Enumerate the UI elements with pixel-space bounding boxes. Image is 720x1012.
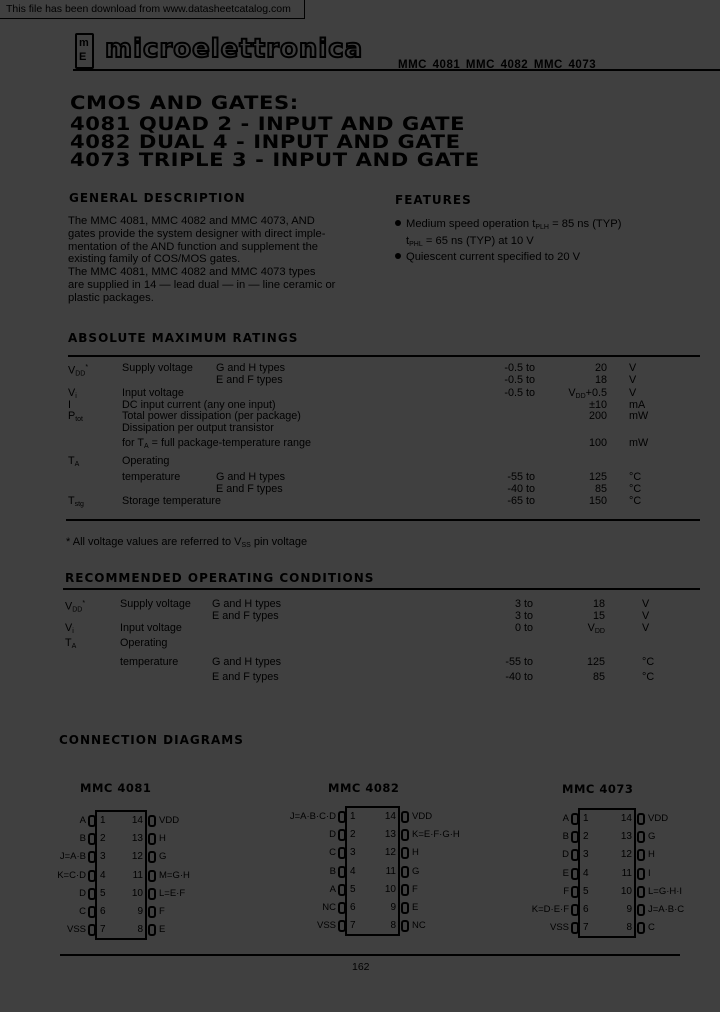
max-text: 150 bbox=[588, 495, 607, 507]
symbol-sup: * bbox=[82, 600, 86, 607]
pin-number: 3 bbox=[350, 847, 356, 859]
pin-label: D bbox=[79, 887, 86, 899]
pin-icon bbox=[401, 811, 409, 823]
parameter bbox=[122, 471, 180, 483]
max-text: 200 bbox=[588, 410, 607, 422]
parameter bbox=[120, 637, 167, 649]
pin-icon bbox=[88, 815, 96, 827]
pin-icon bbox=[338, 829, 346, 841]
bullet-icon bbox=[395, 253, 401, 259]
symbol-text: V bbox=[68, 364, 76, 377]
pin-icon bbox=[148, 815, 156, 827]
unit: V bbox=[629, 387, 637, 399]
pin-icon bbox=[148, 870, 156, 882]
pin-number: 14 bbox=[620, 813, 632, 824]
voltage-footnote: * All voltage values are referred to $V_{SS}$ pin voltage bbox=[66, 536, 308, 549]
min-value: 0 to bbox=[514, 622, 533, 634]
parameter-sub: A bbox=[144, 443, 149, 450]
pin-label: M=G·H bbox=[159, 869, 190, 881]
pin-label: A bbox=[562, 813, 569, 824]
pin-number: 12 bbox=[620, 849, 632, 861]
pin-icon bbox=[571, 831, 579, 843]
title-line-4: 4073 TRIPLE 3 - INPUT AND GATE bbox=[70, 150, 480, 171]
symbol bbox=[68, 495, 84, 511]
max-value bbox=[537, 495, 607, 507]
pin-icon bbox=[338, 866, 346, 878]
max-value bbox=[537, 362, 607, 374]
max-value bbox=[535, 671, 605, 683]
pin-number: 11 bbox=[621, 867, 632, 879]
parameter-text: Storage temperature bbox=[122, 495, 222, 507]
feature-item-cont: $t_{PHL} = 65$ ns (TYP) at 10 V bbox=[406, 234, 534, 248]
desc-line: are supplied in 14 — lead dual — in — line ceramic or bbox=[68, 278, 336, 291]
pin-label: C bbox=[79, 906, 86, 917]
parameter bbox=[122, 387, 184, 399]
footer-rule bbox=[60, 954, 680, 956]
symbol-sub: A bbox=[74, 461, 80, 468]
parameter-text: Supply voltage bbox=[120, 598, 191, 610]
pin-label: VDD bbox=[648, 813, 669, 824]
pin-label: F bbox=[563, 885, 569, 897]
pin-number: 11 bbox=[132, 869, 143, 881]
pin-label: K=C·D bbox=[57, 869, 86, 881]
max-value bbox=[535, 598, 605, 610]
parameter-text: Operating bbox=[120, 637, 168, 649]
max-value bbox=[537, 374, 607, 386]
unit: °C bbox=[629, 471, 642, 483]
symbol-sub: i bbox=[72, 628, 74, 635]
chip-title: MMC 4081 bbox=[80, 781, 152, 795]
min-value: -0.5 to bbox=[504, 374, 535, 386]
unit: V bbox=[629, 374, 637, 386]
min-value: -65 to bbox=[507, 495, 535, 507]
pin-icon bbox=[637, 868, 645, 880]
unit: °C bbox=[642, 671, 655, 683]
unit: V bbox=[642, 622, 650, 634]
desc-line: existing family of COS/MOS gates. bbox=[68, 253, 241, 266]
symbol-sub: i bbox=[75, 393, 77, 400]
absolute-max-heading: ABSOLUTE MAXIMUM RATINGS bbox=[68, 331, 299, 345]
desc-line: The MMC 4081, MMC 4082 and MMC 4073, AND bbox=[68, 215, 315, 227]
condition: E and F types bbox=[216, 483, 283, 495]
symbol-sub: A bbox=[71, 643, 77, 650]
unit: V bbox=[629, 362, 637, 374]
pin-number: 14 bbox=[131, 815, 143, 826]
parameter-text: temperature bbox=[122, 471, 181, 483]
features-heading: FEATURES bbox=[395, 193, 472, 207]
min-value: -0.5 to bbox=[504, 387, 535, 399]
pin-number: 13 bbox=[384, 829, 396, 841]
symbol-text: T bbox=[65, 637, 72, 649]
max-sub: DD bbox=[594, 628, 605, 635]
pin-label: C bbox=[648, 922, 655, 934]
max-value bbox=[537, 471, 607, 483]
symbol-sub: tot bbox=[75, 416, 83, 423]
pin-icon bbox=[637, 849, 645, 861]
pin-icon bbox=[88, 924, 96, 936]
pin-label: A bbox=[329, 883, 336, 895]
pin-number: 6 bbox=[350, 902, 356, 913]
pin-label: A bbox=[79, 815, 86, 826]
part-numbers: MMC 4081 MMC 4082 MMC 4073 bbox=[398, 59, 597, 71]
pin-icon bbox=[571, 868, 579, 880]
max-value bbox=[535, 622, 605, 638]
pin-number: 8 bbox=[390, 920, 396, 932]
max-text: 20 bbox=[594, 362, 607, 374]
symbol bbox=[68, 362, 88, 381]
pin-icon bbox=[571, 904, 579, 916]
pin-number: 13 bbox=[620, 831, 632, 843]
min-value: -0.5 to bbox=[504, 362, 535, 374]
symbol bbox=[68, 410, 83, 426]
desc-line: plastic packages. bbox=[68, 291, 154, 304]
max-value bbox=[537, 437, 607, 449]
pin-icon bbox=[148, 833, 156, 845]
pin-label: VDD bbox=[412, 811, 433, 822]
pin-label: G bbox=[159, 851, 167, 863]
pin-label: E bbox=[562, 867, 569, 879]
chip-title: MMC 4073 bbox=[562, 782, 634, 796]
pin-icon bbox=[88, 851, 96, 863]
max-text: ±10 bbox=[589, 399, 607, 411]
desc-line: gates provide the system designer with direct imple- bbox=[68, 227, 326, 240]
pin-icon bbox=[637, 904, 645, 916]
parameter-text: Input voltage bbox=[120, 622, 182, 634]
pin-icon bbox=[571, 849, 579, 861]
recommended-heading: RECOMMENDED OPERATING CONDITIONS bbox=[65, 571, 375, 585]
max-text: 15 bbox=[592, 610, 605, 622]
pin-icon bbox=[637, 831, 645, 843]
logo-mark-m: m bbox=[79, 37, 89, 49]
pin-number: 2 bbox=[350, 829, 356, 841]
pin-icon bbox=[401, 884, 409, 896]
pin-label: VDD bbox=[159, 815, 180, 826]
pin-icon bbox=[88, 833, 96, 845]
table-rule bbox=[68, 355, 700, 357]
features-list bbox=[395, 218, 695, 264]
symbol-sub: DD bbox=[72, 606, 83, 614]
min-value: -55 to bbox=[507, 471, 535, 483]
min-value: 3 to bbox=[514, 598, 533, 610]
condition: G and H types bbox=[216, 471, 286, 483]
pin-label: VSS bbox=[66, 924, 86, 936]
pin-number: 4 bbox=[583, 867, 589, 879]
pin-icon bbox=[637, 886, 645, 898]
max-value bbox=[537, 483, 607, 495]
pin-number: 10 bbox=[384, 883, 396, 895]
max-text: 125 bbox=[588, 471, 607, 483]
pin-label: H bbox=[412, 847, 419, 859]
unit: mA bbox=[629, 399, 646, 411]
pin-number: 7 bbox=[350, 920, 356, 932]
pin-label: F bbox=[159, 906, 165, 917]
pin-label: L=E·F bbox=[159, 887, 186, 899]
pin-icon bbox=[148, 851, 156, 863]
logo-mark-e: E bbox=[79, 51, 87, 63]
min-value: 3 to bbox=[514, 610, 533, 622]
pin-number: 13 bbox=[131, 833, 143, 845]
connection-diagrams-heading: CONNECTION DIAGRAMS bbox=[59, 733, 244, 747]
unit: °C bbox=[629, 495, 642, 507]
parameter bbox=[122, 437, 311, 453]
pin-icon bbox=[401, 902, 409, 914]
pin-number: 5 bbox=[583, 885, 589, 897]
pin-number: 9 bbox=[137, 906, 143, 917]
pin-number: 5 bbox=[100, 887, 106, 899]
company-logo: microelettronica bbox=[105, 34, 364, 64]
pin-icon bbox=[637, 922, 645, 934]
pin-label: D bbox=[562, 849, 569, 861]
pin-label: K=E·F·G·H bbox=[412, 829, 460, 841]
pin-label: J=A·B bbox=[59, 851, 86, 863]
symbol-text: V bbox=[65, 600, 73, 613]
pin-label: E bbox=[412, 902, 419, 913]
logo-mark bbox=[75, 33, 94, 69]
parameter bbox=[122, 495, 221, 507]
symbol bbox=[68, 455, 79, 471]
pin-label: NC bbox=[412, 920, 426, 932]
pin-label: I bbox=[648, 867, 651, 879]
pin-icon bbox=[401, 829, 409, 841]
pin-label: H bbox=[648, 849, 655, 861]
condition: G and H types bbox=[212, 598, 282, 610]
symbol-text: T bbox=[68, 495, 75, 507]
pin-icon bbox=[401, 866, 409, 878]
unit: mW bbox=[629, 410, 649, 422]
pin-number: 8 bbox=[137, 924, 143, 936]
pin-icon bbox=[338, 902, 346, 914]
pin-label: L=G·H·I bbox=[648, 885, 683, 897]
pin-label: H bbox=[159, 833, 166, 845]
pin-number: 6 bbox=[583, 904, 589, 915]
pin-icon bbox=[401, 920, 409, 932]
unit: V bbox=[642, 598, 650, 610]
parameter bbox=[120, 656, 178, 668]
pin-icon bbox=[571, 886, 579, 898]
pin-icon bbox=[338, 884, 346, 896]
symbol-text: P bbox=[68, 410, 76, 422]
symbol bbox=[65, 637, 76, 653]
pin-number: 5 bbox=[350, 883, 356, 895]
table-rule bbox=[63, 588, 700, 590]
parameter bbox=[122, 362, 193, 374]
pin-label: K=D·E·F bbox=[531, 904, 569, 915]
max-text: 100 bbox=[588, 437, 607, 449]
condition: E and F types bbox=[212, 610, 279, 622]
pin-label: NC bbox=[322, 902, 336, 913]
pin-icon bbox=[338, 847, 346, 859]
title-line-2: 4081 QUAD 2 - INPUT AND GATE bbox=[70, 114, 466, 135]
pin-icon bbox=[338, 811, 346, 823]
parameter-text: Total power dissipation (per package) bbox=[122, 410, 301, 422]
page-number: 162 bbox=[352, 961, 370, 973]
max-text: 18 bbox=[594, 374, 607, 386]
pin-icon bbox=[571, 813, 579, 825]
min-value: -40 to bbox=[507, 483, 535, 495]
pin-icon bbox=[148, 906, 156, 918]
pin-icon bbox=[148, 888, 156, 900]
chip-title: MMC 4082 bbox=[328, 781, 400, 795]
parameter-text: Input voltage bbox=[122, 387, 184, 399]
max-text: V bbox=[568, 387, 576, 399]
pin-icon bbox=[88, 870, 96, 882]
parameter-text: Supply voltage bbox=[122, 362, 193, 374]
min-value: -40 to bbox=[505, 671, 533, 683]
general-description-body bbox=[68, 215, 368, 305]
pin-number: 4 bbox=[350, 865, 356, 877]
max-text: 125 bbox=[586, 656, 605, 668]
pin-number: 2 bbox=[583, 831, 589, 843]
pin-number: 1 bbox=[100, 815, 106, 826]
unit: mW bbox=[629, 437, 649, 449]
pin-number: 10 bbox=[131, 887, 143, 899]
parameter bbox=[120, 598, 191, 610]
pin-number: 4 bbox=[100, 869, 106, 881]
parameter-text: DC input current (any one input) bbox=[122, 399, 276, 411]
max-value bbox=[537, 410, 607, 422]
desc-line: The MMC 4081, MMC 4082 and MMC 4073 types bbox=[68, 266, 316, 279]
pin-label: G bbox=[648, 831, 656, 843]
unit: °C bbox=[629, 483, 642, 495]
symbol-text: V bbox=[68, 387, 76, 399]
symbol-sup: * bbox=[85, 364, 89, 371]
pin-label: B bbox=[329, 865, 336, 877]
pin-label: E bbox=[159, 924, 166, 936]
pin-number: 10 bbox=[620, 885, 632, 897]
pin-label: J=A·B·C bbox=[648, 904, 685, 915]
symbol-sub: DD bbox=[75, 370, 86, 378]
unit: °C bbox=[642, 656, 655, 668]
parameter bbox=[122, 422, 274, 434]
parameter bbox=[122, 410, 301, 422]
pin-number: 7 bbox=[583, 922, 589, 934]
symbol-text: I bbox=[68, 399, 71, 411]
desc-line: mentation of the AND function and supplement the bbox=[68, 240, 319, 253]
pin-number: 12 bbox=[131, 851, 143, 863]
pin-label: VSS bbox=[549, 922, 569, 934]
pin-label: B bbox=[79, 833, 86, 845]
pin-label: F bbox=[412, 883, 418, 895]
symbol-text: T bbox=[68, 455, 75, 467]
max-text: 18 bbox=[592, 598, 605, 610]
bullet-icon bbox=[395, 220, 401, 226]
max-text: 85 bbox=[592, 671, 605, 683]
parameter-tail: = full package-temperature range bbox=[148, 437, 312, 449]
pin-label: G bbox=[412, 865, 420, 877]
pin-icon bbox=[88, 906, 96, 918]
pin-number: 8 bbox=[626, 922, 632, 934]
pin-number: 6 bbox=[100, 906, 106, 917]
parameter bbox=[120, 622, 182, 634]
symbol bbox=[65, 598, 85, 617]
pin-icon bbox=[401, 847, 409, 859]
max-sub: DD bbox=[575, 393, 586, 400]
title-line-1: CMOS AND GATES: bbox=[70, 93, 299, 114]
pin-number: 14 bbox=[384, 811, 396, 822]
general-description-heading: GENERAL DESCRIPTION bbox=[69, 191, 246, 205]
symbol-sub: stg bbox=[74, 501, 84, 508]
pin-icon bbox=[338, 920, 346, 932]
parameter-text: Dissipation per output transistor bbox=[122, 422, 274, 434]
condition: G and H types bbox=[212, 656, 282, 668]
max-value bbox=[535, 610, 605, 622]
symbol bbox=[65, 622, 74, 638]
condition: E and F types bbox=[216, 374, 283, 386]
pin-number: 3 bbox=[100, 851, 106, 863]
condition: G and H types bbox=[216, 362, 286, 374]
pin-number: 2 bbox=[100, 833, 106, 845]
pin-label: D bbox=[329, 829, 336, 841]
min-value: -55 to bbox=[505, 656, 533, 668]
condition: E and F types bbox=[212, 671, 279, 683]
parameter-text: temperature bbox=[120, 656, 179, 668]
pin-label: B bbox=[562, 831, 569, 843]
pin-number: 1 bbox=[350, 811, 356, 822]
title-line-3: 4082 DUAL 4 - INPUT AND GATE bbox=[70, 132, 461, 153]
feature-item: Medium speed operation $t_{PLH} = 85$ ns (TYP) bbox=[395, 218, 695, 235]
table-rule bbox=[66, 519, 700, 521]
pin-number: 7 bbox=[100, 924, 106, 936]
pin-icon bbox=[148, 924, 156, 936]
parameter-text: for T bbox=[122, 437, 144, 449]
pin-label: VSS bbox=[316, 920, 336, 932]
max-text: 85 bbox=[594, 483, 607, 495]
pin-icon bbox=[88, 888, 96, 900]
pin-number: 1 bbox=[583, 813, 589, 824]
parameter bbox=[122, 455, 169, 467]
pin-number: 3 bbox=[583, 849, 589, 861]
pin-icon bbox=[637, 813, 645, 825]
max-value bbox=[535, 656, 605, 668]
parameter-text: Operating bbox=[122, 455, 170, 467]
download-banner: This file has been download from www.datasheetcatalog.com bbox=[0, 0, 305, 19]
symbol-text: V bbox=[65, 622, 73, 634]
unit: V bbox=[642, 610, 650, 622]
pin-number: 9 bbox=[626, 904, 632, 915]
header-rule bbox=[73, 69, 720, 71]
pin-label: J=A·B·C·D bbox=[289, 811, 336, 822]
max-tail: +0.5 bbox=[585, 387, 607, 399]
pin-number: 12 bbox=[384, 847, 396, 859]
max-text: V bbox=[587, 622, 595, 634]
feature-item: Quiescent current specified to 20 V bbox=[395, 251, 695, 264]
pin-label: C bbox=[329, 847, 336, 859]
pin-number: 11 bbox=[385, 865, 396, 877]
pin-icon bbox=[571, 922, 579, 934]
pin-number: 9 bbox=[390, 902, 396, 913]
